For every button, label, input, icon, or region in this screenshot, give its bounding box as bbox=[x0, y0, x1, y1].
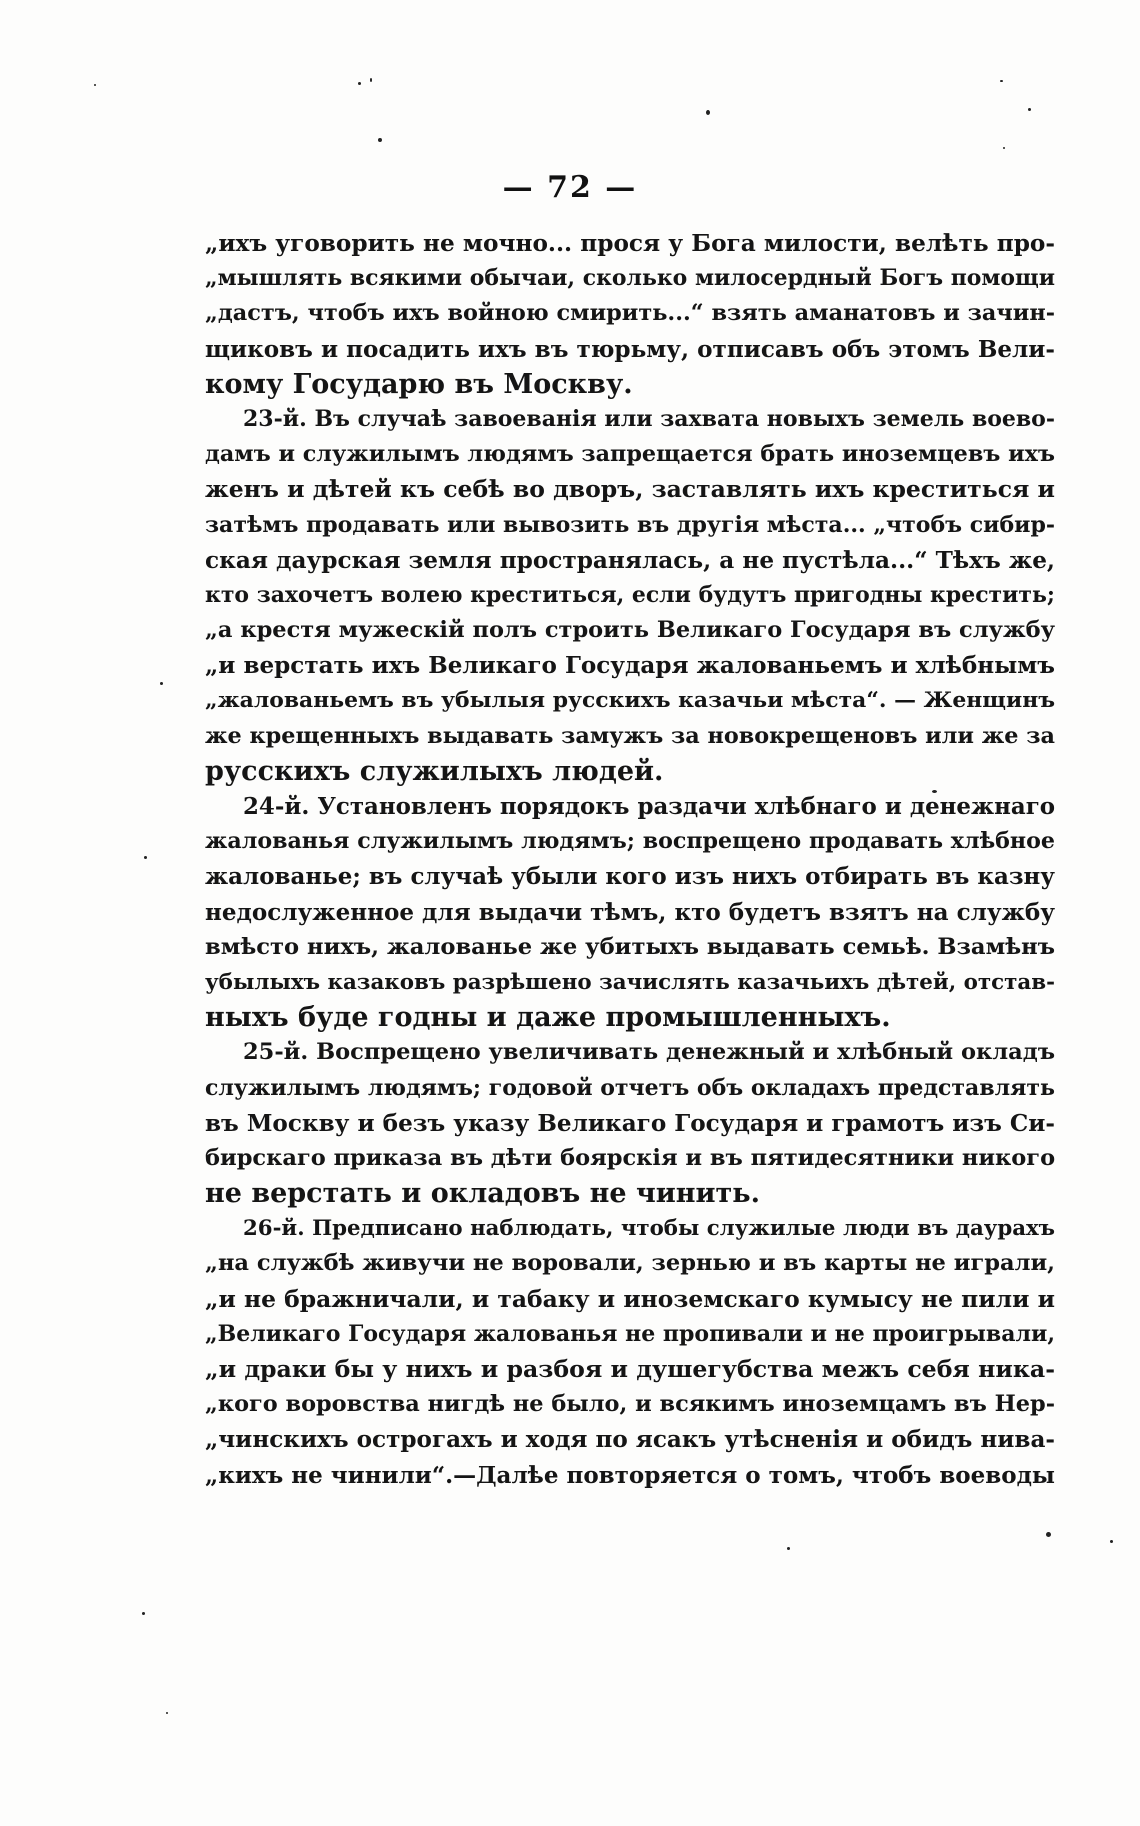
text-line: „и не бражничали, и табаку и иноземскаго кумысу не пили и bbox=[205, 1284, 1055, 1313]
text-line: не верстать и окладовъ не чинить. bbox=[205, 1178, 760, 1210]
scan-speck bbox=[706, 110, 710, 115]
text-line: убылыхъ казаковъ разрѣшено зачислять казачьихъ дѣтей, отстав- bbox=[205, 969, 1055, 995]
text-line: „чинскихъ острогахъ и ходя по ясакъ утѣсненія и обидъ нива- bbox=[205, 1426, 1055, 1454]
text-line: 23-й. Въ случаѣ завоеванія или захвата новыхъ земель воево- bbox=[243, 405, 1055, 432]
scan-speck bbox=[787, 1547, 790, 1550]
text-line: „кого воровства нигдѣ не было, и всякимъ иноземцамъ въ Нер- bbox=[205, 1391, 1055, 1418]
text-line: „кихъ не чинили“.—Далѣе повторяется о томъ, чтобъ воеводы bbox=[205, 1461, 1055, 1489]
text-line: жалованье; въ случаѣ убыли кого изъ нихъ отбирать въ казну bbox=[205, 863, 1055, 891]
text-line: бирскаго приказа въ дѣти боярскія и въ пятидесятники никого bbox=[205, 1144, 1056, 1171]
scan-speck bbox=[358, 82, 361, 85]
text-line: „а крестя мужескій полъ строить Великаго Государя въ службу bbox=[205, 617, 1055, 644]
text-line: дамъ и служилымъ людямъ запрещается брать иноземцевъ ихъ bbox=[205, 441, 1055, 468]
body-text bbox=[205, 226, 1055, 1493]
text-line: затѣмъ продавать или вывозить въ другія мѣста... „чтобъ сибир- bbox=[205, 511, 1055, 538]
text-line: въ Москву и безъ указу Великаго Государя и грамотъ изъ Си- bbox=[205, 1109, 1056, 1137]
text-line: вмѣсто нихъ, жалованье же убитыхъ выдавать семьѣ. Взамѣнъ bbox=[205, 933, 1055, 960]
text-line: женъ и дѣтей къ себѣ во дворъ, заставлять ихъ креститься и bbox=[205, 475, 1055, 504]
scan-speck bbox=[1046, 1532, 1051, 1537]
text-line: „и верстать ихъ Великаго Государя жалованьемъ и хлѣбнымъ bbox=[205, 652, 1055, 680]
scan-speck bbox=[1003, 147, 1005, 149]
scan-speck bbox=[94, 84, 96, 86]
text-line: „мышлять всякими обычаи, сколько милосердный Богъ помощи bbox=[205, 265, 1055, 292]
scan-speck bbox=[142, 1612, 145, 1615]
text-line: „дастъ, чтобъ ихъ войною смирить...“ взять аманатовъ и зачин- bbox=[205, 300, 1055, 327]
text-line: „жалованьемъ въ убылыя русскихъ казачьи мѣста“. — Женщинъ bbox=[205, 687, 1055, 714]
scan-speck bbox=[1110, 1540, 1113, 1543]
text-line: недослуженное для выдачи тѣмъ, кто будетъ взятъ на службу bbox=[205, 898, 1055, 926]
scan-speck bbox=[378, 138, 382, 142]
text-line: 25-й. Воспрещено увеличивать денежный и хлѣбный окладъ bbox=[243, 1039, 1055, 1066]
text-line: „на службѣ живучи не воровали, зернью и въ карты не играли, bbox=[205, 1250, 1055, 1277]
scan-speck bbox=[1000, 80, 1003, 82]
scan-speck bbox=[144, 856, 147, 859]
text-line: „ихъ уговорить не мочно... прося у Бога милости, велѣть про- bbox=[205, 230, 1055, 257]
text-line: щиковъ и посадить ихъ въ тюрьму, отписавъ объ этомъ Вели- bbox=[205, 335, 1055, 363]
scan-speck bbox=[160, 682, 163, 685]
text-line: жалованья служилымъ людямъ; воспрещено продавать хлѣбное bbox=[205, 828, 1055, 855]
scan-speck bbox=[932, 790, 937, 793]
text-line: „Великаго Государя жалованья не пропивали и не проигрывали, bbox=[205, 1320, 1055, 1347]
text-line: кто захочетъ волею креститься, если будутъ пригодны крестить; bbox=[205, 581, 1055, 608]
text-line: 24-й. Установленъ порядокъ раздачи хлѣбнаго и денежнаго bbox=[243, 793, 1055, 820]
text-line: русскихъ служилыхъ людей. bbox=[205, 755, 664, 787]
text-line: 26-й. Предписано наблюдать, чтобы служилые люди въ даурахъ bbox=[243, 1216, 1055, 1242]
text-line: служилымъ людямъ; годовой отчетъ объ окладахъ представлять bbox=[205, 1074, 1055, 1101]
scan-speck bbox=[1028, 108, 1031, 111]
text-line: кому Государю въ Москву. bbox=[205, 368, 633, 400]
scan-speck bbox=[166, 1712, 168, 1714]
text-line: ныхъ буде годны и даже промышленныхъ. bbox=[205, 1002, 891, 1034]
page-number: — 72 — bbox=[502, 170, 638, 205]
text-line: же крещенныхъ выдавать замужъ за новокрещеновъ или же за bbox=[205, 722, 1055, 749]
text-line: „и драки бы у нихъ и разбоя и душегубства межъ себя ника- bbox=[205, 1355, 1055, 1383]
scan-speck bbox=[370, 78, 372, 82]
text-line: ская даурская земля пространялась, а не пустѣла...“ Тѣхъ же, bbox=[205, 546, 1055, 574]
